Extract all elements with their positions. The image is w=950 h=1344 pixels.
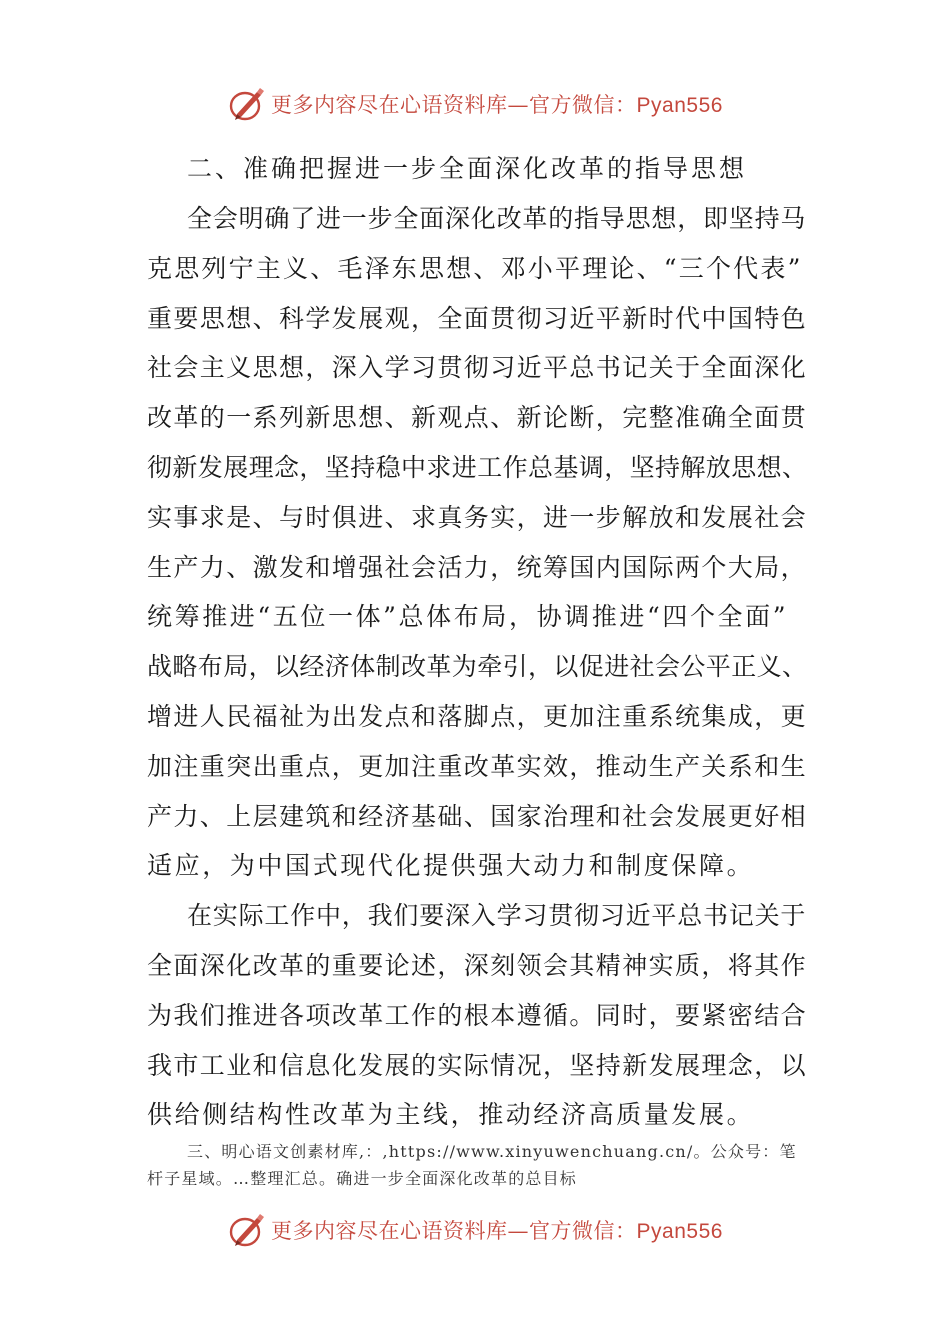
pen-circle-logo-icon: [227, 84, 267, 124]
header-banner: [0, 80, 950, 128]
paragraph-line: 供给侧结构性改革为主线，推动经济高质量发展。: [147, 1100, 755, 1130]
paragraph-line: 加注重突出重点，更加注重改革实效，推动生产关系和生: [147, 751, 808, 781]
note-line: 三、明心语文创素材库,：,https://www.xinyuwenchuang.cn/。公众号：笔: [187, 1142, 797, 1161]
paragraph-line: 实事求是、与时俱进、求真务实，进一步解放和发展社会: [147, 502, 808, 532]
paragraph-line: 增进人民福祉为出发点和落脚点，更加注重系统集成，更: [147, 701, 808, 731]
paragraph-line: 全会明确了进一步全面深化改革的指导思想，即坚持马: [187, 204, 807, 233]
paragraph-2: [147, 891, 807, 1140]
banner-text-cn: 更多内容尽在心语资料库—官方微信：: [271, 93, 637, 117]
paragraph-line: 适应，为中国式现代化提供强大动力和制度保障。: [147, 851, 755, 881]
paragraph-line: 战略布局，以经济体制改革为牵引，以促进社会公平正义、: [147, 652, 808, 682]
banner-text: [271, 89, 723, 119]
paragraph-line: 全面深化改革的重要论述，深刻领会其精神实质，将其作: [147, 950, 808, 980]
paragraph-line: 重要思想、科学发展观，全面贯彻习近平新时代中国特色: [147, 303, 808, 333]
paragraph-1: [147, 194, 807, 891]
paragraph-line: 我市工业和信息化发展的实际情况，坚持新发展理念，以: [147, 1050, 808, 1080]
footer-banner: [0, 1206, 950, 1254]
pen-circle-logo-icon: [227, 1210, 267, 1250]
banner-wechat-id: Pyan556: [636, 1220, 723, 1243]
banner-text-cn: 更多内容尽在心语资料库—官方微信：: [271, 1219, 637, 1243]
paragraph-line: 产力、上层建筑和经济基础、国家治理和社会发展更好相: [147, 801, 808, 831]
banner-wechat-id: Pyan556: [636, 94, 723, 117]
paragraph-line: 生产力、激发和增强社会活力，统筹国内国际两个大局，: [147, 552, 808, 582]
paragraph-line: 克思列宁主义、毛泽东思想、邓小平理论、“三个代表”: [147, 253, 803, 283]
note-line: 杆子星域。…整理汇总。确进一步全面深化改革的总目标: [147, 1169, 578, 1188]
section-heading: 二、准确把握进一步全面深化改革的指导思想: [187, 154, 748, 183]
banner-text: [271, 1215, 723, 1245]
source-note: [147, 1138, 807, 1192]
paragraph-line: 社会主义思想，深入学习贯彻习近平总书记关于全面深化: [147, 353, 808, 383]
paragraph-line: 彻新发展理念，坚持稳中求进工作总基调，坚持解放思想、: [147, 452, 808, 482]
paragraph-line: 改革的一系列新思想、新观点、新论断，完整准确全面贯: [147, 403, 808, 433]
paragraph-line: 为我们推进各项改革工作的根本遵循。同时，要紧密结合: [147, 1000, 808, 1030]
document-body: [147, 144, 807, 1140]
paragraph-line: 在实际工作中，我们要深入学习贯彻习近平总书记关于: [187, 901, 807, 931]
paragraph-line: 统筹推进“五位一体”总体布局，协调推进“四个全面”: [147, 602, 789, 632]
